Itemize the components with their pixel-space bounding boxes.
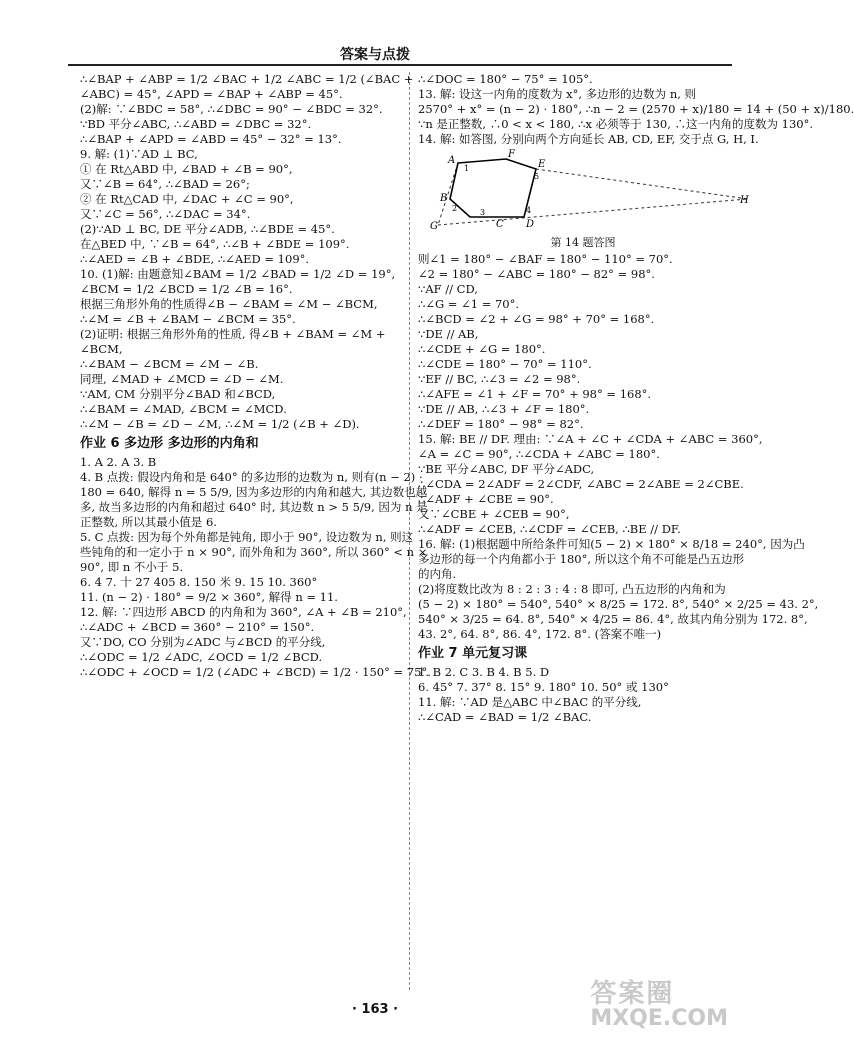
text-line: (2)证明: 根据三角形外角的性质, 得∠B + ∠BAM = ∠M +: [80, 327, 386, 341]
page-title: 答案与点拨: [340, 47, 410, 63]
label-h: H: [740, 195, 749, 206]
text-line: 多边形的每一个内角都小于 180°, 所以这个角不可能是凸五边形: [418, 552, 745, 566]
label-angle-3: 3: [480, 208, 486, 217]
text-line: ∵DE // AB,: [418, 327, 479, 341]
text-line: ∴∠BAM − ∠BCM = ∠M − ∠B.: [80, 357, 259, 371]
text-line: 1. A 2. A 3. B: [80, 455, 157, 469]
label-angle-1: 1: [464, 164, 470, 173]
text-line: 4. B 点拨: 假设内角和是 640° 的多边形的边数为 n, 则有(n − 2) ·: [80, 470, 423, 484]
text-line: ∵BD 平分∠ABC, ∴∠ABD = ∠DBC = 32°.: [80, 117, 312, 131]
right-text-block: [418, 72, 854, 147]
text-line: ∴∠ADF + ∠CBE = 90°.: [418, 492, 554, 506]
text-line: 6. 45° 7. 37° 8. 15° 9. 180° 10. 50° 或 130°: [418, 680, 669, 694]
section-heading-7: 作业 7 单元复习课: [418, 646, 528, 661]
header-rule: [68, 64, 732, 66]
text-line: ∴∠DOC = 180° − 75° = 105°.: [418, 72, 593, 86]
text-line: 又∵DO, CO 分别为∠ADC 与∠BCD 的平分线,: [80, 635, 326, 649]
text-line: (2)将度数比改为 8 : 2 : 3 : 4 : 8 即可, 凸五边形的内角和为: [418, 582, 726, 596]
text-line: 根据三角形外角的性质得∠B − ∠BAM = ∠M − ∠BCM,: [80, 297, 378, 311]
figure-14-diagram: [418, 151, 748, 231]
section-heading-6: 作业 6 多边形 多边形的内角和: [80, 436, 259, 451]
text-line: 同理, ∠MAD + ∠MCD = ∠D − ∠M.: [80, 372, 284, 386]
hexagon-abcdef: [450, 159, 536, 217]
watermark-main: 答案圈: [590, 979, 675, 1009]
text-line: 11. 解: ∵AD 是△ABC 中∠BAC 的平分线,: [418, 695, 642, 709]
text-line: ∴∠CDE = 180° − 70° = 110°.: [418, 357, 592, 371]
text-line: 540° × 3/25 = 64. 8°, 540° × 4/25 = 86. 4°, 故其内角分别为 172. 8°,: [418, 612, 808, 626]
text-line: ∴∠BAP + ∠ABP = 1/2 ∠BAC + 1/2 ∠ABC = 1/2 (∠BAC +: [80, 72, 414, 86]
text-line: 14. 解: 如答图, 分别向两个方向延长 AB, CD, EF, 交于点 G, H, I.: [418, 132, 759, 146]
text-line: ∵AM, CM 分别平分∠BAD 和∠BCD,: [80, 387, 276, 401]
text-line: 2570° + x° = (n − 2) · 180°, ∴n − 2 = (2570 + x)/180 = 14 + (50 + x)/180.: [418, 102, 854, 116]
text-line: ∴∠BAM = ∠MAD, ∠BCM = ∠MCD.: [80, 402, 287, 416]
text-line: ∴∠ODC = 1/2 ∠ADC, ∠OCD = 1/2 ∠BCD.: [80, 650, 323, 664]
text-line: ∠2 = 180° − ∠ABC = 180° − 82° = 98°.: [418, 267, 655, 281]
dashed-line-eh: [536, 169, 748, 199]
text-line: 则∠1 = 180° − ∠BAF = 180° − 110° = 70°.: [418, 252, 673, 266]
label-f: F: [508, 149, 515, 160]
text-line: ∴∠DEF = 180° − 98° = 82°.: [418, 417, 584, 431]
text-line: 在△BED 中, ∵∠B = 64°, ∴∠B + ∠BDE = 109°.: [80, 237, 350, 251]
label-b: B: [440, 193, 448, 204]
text-line: ∴∠CDE + ∠G = 180°.: [418, 342, 546, 356]
text-line: ∵n 是正整数, ∴0 < x < 180, ∴x 必须等于 130, ∴这一内角的度数为 130°.: [418, 117, 814, 131]
left-text-block: [80, 72, 414, 432]
text-line: 多, 故当多边形的内角和超过 640° 时, 其边数 n > 5 5/9, 因为 n 是: [80, 500, 428, 514]
text-line: ∴∠ADC + ∠BCD = 360° − 210° = 150°.: [80, 620, 315, 634]
text-line: ∠BCM = 1/2 ∠BCD = 1/2 ∠B = 16°.: [80, 282, 293, 296]
left-column: [80, 72, 431, 680]
text-line: 些钝角的和一定小于 n × 90°, 而外角和为 360°, 所以 360° < n ×: [80, 545, 428, 559]
text-line: ∵DE // AB, ∴∠3 + ∠F = 180°.: [418, 402, 590, 416]
text-line: ① 在 Rt△ABD 中, ∠BAD + ∠B = 90°,: [80, 162, 293, 176]
figure-14: [418, 151, 748, 250]
section7-text-block: [418, 665, 748, 725]
text-line: 13. 解: 设这一内角的度数为 x°, 多边形的边数为 n, 则: [418, 87, 697, 101]
text-line: 又∵∠C = 56°, ∴∠DAC = 34°.: [80, 207, 251, 221]
label-g: G: [430, 221, 438, 232]
text-line: 9. 解: (1)∵AD ⊥ BC,: [80, 147, 198, 161]
text-line: 5. C 点拨: 因为每个外角都是钝角, 即小于 90°, 设边数为 n, 则这: [80, 530, 414, 544]
text-line: ∵BE 平分∠ABC, DF 平分∠ADC,: [418, 462, 595, 476]
right-text-block-2: [418, 252, 819, 642]
text-line: 12. 解: ∵四边形 ABCD 的内角和为 360°, ∠A + ∠B = 210°,: [80, 605, 407, 619]
text-line: 15. 解: BE // DF. 理由: ∵∠A + ∠C + ∠CDA + ∠ABC = 360°,: [418, 432, 763, 446]
label-angle-2: 2: [452, 204, 458, 213]
text-line: 又∵∠CBE + ∠CEB = 90°,: [418, 507, 570, 521]
label-angle-5: 5: [534, 172, 540, 181]
text-line: ∴∠CDA = 2∠ADF = 2∠CDF, ∠ABC = 2∠ABE = 2∠CBE.: [418, 477, 744, 491]
text-line: 10. (1)解: 由题意知∠BAM = 1/2 ∠BAD = 1/2 ∠D = 19°,: [80, 267, 396, 281]
text-line: ∴∠AED = ∠B + ∠BDE, ∴∠AED = 109°.: [80, 252, 310, 266]
text-line: 90°, 即 n 不小于 5.: [80, 560, 184, 574]
figure-caption: 第 14 题答图: [550, 236, 616, 249]
text-line: ∵AF // CD,: [418, 282, 478, 296]
text-line: ∴∠M − ∠B = ∠D − ∠M, ∴∠M = 1/2 (∠B + ∠D).: [80, 417, 360, 431]
watermark-sub: MXQE.COM: [590, 1006, 728, 1031]
label-a: A: [448, 155, 456, 166]
text-line: ∠A = ∠C = 90°, ∴∠CDA + ∠ABC = 180°.: [418, 447, 660, 461]
text-line: ∴∠ADF = ∠CEB, ∴∠CDF = ∠CEB, ∴BE // DF.: [418, 522, 681, 536]
text-line: ∴∠AFE = ∠1 + ∠F = 70° + 98° = 168°.: [418, 387, 652, 401]
text-line: ∴∠BCD = ∠2 + ∠G = 98° + 70° = 168°.: [418, 312, 655, 326]
text-line: ∴∠M = ∠B + ∠BAM − ∠BCM = 35°.: [80, 312, 296, 326]
right-column: [418, 72, 854, 725]
label-e: E: [538, 159, 546, 170]
text-line: 1. B 2. C 3. B 4. B 5. D: [418, 665, 550, 679]
text-line: 6. 4 7. 十 27 405 8. 150 米 9. 15 10. 360°: [80, 575, 318, 589]
page-header: [0, 0, 750, 66]
text-line: ∴∠ODC + ∠OCD = 1/2 (∠ADC + ∠BCD) = 1/2 · 150° = 75°.: [80, 665, 431, 679]
text-line: 正整数, 所以其最小值是 6.: [80, 515, 217, 529]
text-line: ② 在 Rt△CAD 中, ∠DAC + ∠C = 90°,: [80, 192, 294, 206]
label-c: C: [496, 219, 504, 230]
text-line: (5 − 2) × 180° = 540°, 540° × 8/25 = 172. 8°, 540° × 2/25 = 43. 2°,: [418, 597, 819, 611]
label-angle-4: 4: [526, 206, 532, 215]
text-line: ∵EF // BC, ∴∠3 = ∠2 = 98°.: [418, 372, 581, 386]
text-line: 43. 2°, 64. 8°, 86. 4°, 172. 8°. (答案不唯一): [418, 627, 662, 641]
page-number: · 163 ·: [351, 1002, 399, 1017]
text-line: ∴∠G = ∠1 = 70°.: [418, 297, 520, 311]
text-line: ∠BCM,: [80, 342, 123, 356]
text-line: ∴∠CAD = ∠BAD = 1/2 ∠BAC.: [418, 710, 592, 724]
text-line: 16. 解: (1)根据题中所给条件可知(5 − 2) × 180° × 8/18 = 240°, 因为凸: [418, 537, 805, 551]
text-line: (2)∵AD ⊥ BC, DE 平分∠ADB, ∴∠BDE = 45°.: [80, 222, 335, 236]
text-line: 180 = 640, 解得 n = 5 5/9, 因为多边形的内角和越大, 其边数也越: [80, 485, 428, 499]
text-line: ∴∠BAP + ∠APD = ∠ABD = 45° − 32° = 13°.: [80, 132, 342, 146]
watermark-logo: [590, 973, 728, 1031]
text-line: 的内角.: [418, 567, 457, 581]
text-line: (2)解: ∵∠BDC = 58°, ∴∠DBC = 90° − ∠BDC = 32°.: [80, 102, 383, 116]
label-d: D: [526, 219, 535, 230]
section6-text-block: [80, 455, 431, 680]
text-line: 11. (n − 2) · 180° = 9/2 × 360°, 解得 n = 11.: [80, 590, 338, 604]
text-line: ∠ABC) = 45°, ∠APD = ∠BAP + ∠ABP = 45°.: [80, 87, 343, 101]
text-line: 又∵∠B = 64°, ∴∠BAD = 26°;: [80, 177, 250, 191]
